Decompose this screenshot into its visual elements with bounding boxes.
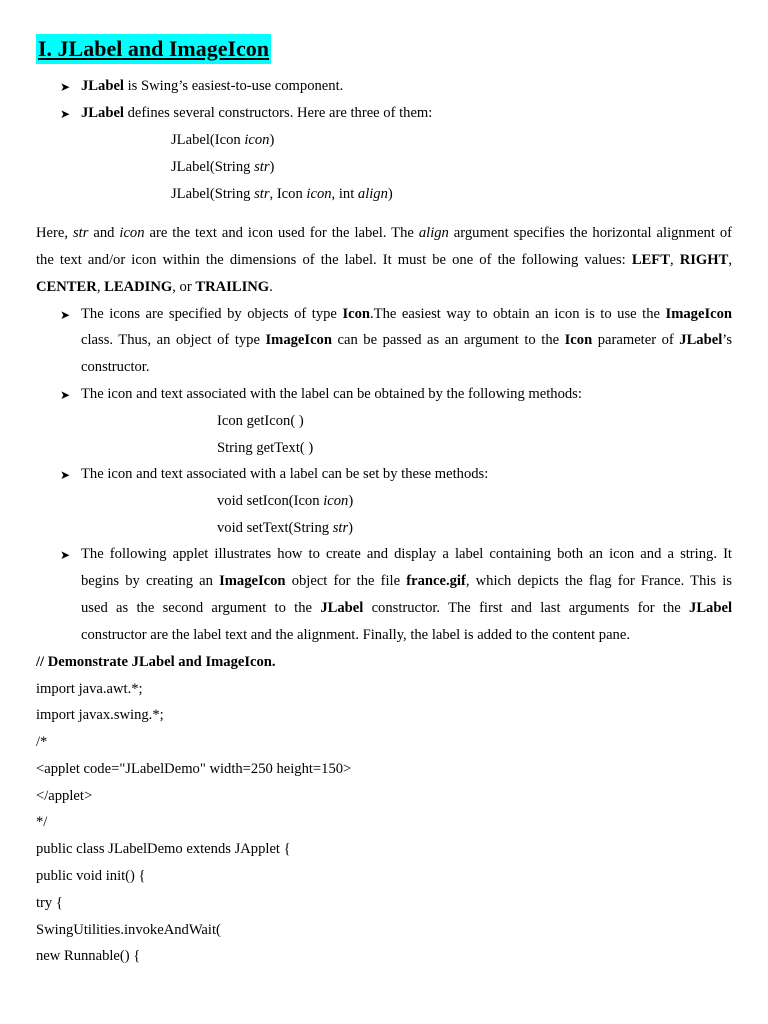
bullet-arrow-icon: ➤	[60, 388, 71, 402]
bullet-icons-cont: class. Thus, an object of type ImageIcon can be passed as an argument to the Icon parameter of JLabel’s	[81, 332, 732, 348]
paragraph-line: the text and/or icon within the dimensions of the label. It must be one of the following values: LEFT, RIGHT,	[36, 252, 733, 268]
method-line: Icon getIcon( )	[217, 413, 304, 429]
code-line: SwingUtilities.invokeAndWait(	[36, 922, 221, 938]
code-line: import javax.swing.*;	[36, 707, 164, 723]
bullet-applet-cont: begins by creating an ImageIcon object for the file france.gif, which depicts the flag for France. This is	[81, 573, 732, 589]
code-line: public class JLabelDemo extends JApplet {	[36, 841, 291, 857]
bullet-constructors: JLabel defines several constructors. Here are three of them:	[81, 105, 433, 121]
bullet-jlabel-intro: JLabel is Swing’s easiest-to-use component.	[81, 78, 344, 94]
code-line: public void init() {	[36, 868, 146, 884]
paragraph-line: CENTER, LEADING, or TRAILING.	[36, 279, 273, 295]
bullet-applet: The following applet illustrates how to create and display a label containing both an icon and a string. It	[81, 546, 732, 562]
code-line: new Runnable() {	[36, 948, 141, 964]
bullet-arrow-icon: ➤	[60, 468, 71, 482]
code-comment: // Demonstrate JLabel and ImageIcon.	[36, 654, 276, 670]
paragraph-line: Here, str and icon are the text and icon used for the label. The align argument specifies the horizontal alignment of	[36, 225, 733, 241]
code-line: <applet code="JLabelDemo" width=250 height=150>	[36, 761, 352, 777]
bullet-set-methods: The icon and text associated with a label can be set by these methods:	[81, 466, 489, 482]
bullet-arrow-icon: ➤	[60, 308, 71, 322]
bullet-icons: The icons are specified by objects of type Icon.The easiest way to obtain an icon is to use the ImageIcon	[81, 306, 733, 322]
bullet-get-methods: The icon and text associated with the label can be obtained by the following methods:	[81, 386, 582, 402]
bullet-applet-cont: used as the second argument to the JLabel constructor. The first and last arguments for the JLabel	[81, 600, 733, 616]
bullet-arrow-icon: ➤	[60, 548, 71, 562]
code-line: /*	[36, 734, 48, 750]
bullet-arrow-icon: ➤	[60, 80, 71, 94]
constructor-line: JLabel(String str)	[171, 159, 275, 175]
code-line: */	[36, 814, 48, 830]
method-line: String getText( )	[217, 440, 314, 456]
bullet-arrow-icon: ➤	[60, 107, 71, 121]
code-line: try {	[36, 895, 63, 911]
method-line: void setIcon(Icon icon)	[217, 493, 354, 509]
bullet-applet-cont: constructor are the label text and the alignment. Finally, the label is added to the content pane.	[81, 627, 630, 643]
bullet-icons-cont: constructor.	[81, 359, 150, 375]
code-line: </applet>	[36, 788, 93, 804]
constructor-line: JLabel(Icon icon)	[171, 132, 275, 148]
page-title: I. JLabel and ImageIcon	[36, 34, 271, 64]
constructor-line: JLabel(String str, Icon icon, int align)	[171, 186, 393, 202]
code-line: import java.awt.*;	[36, 681, 143, 697]
method-line: void setText(String str)	[217, 520, 354, 536]
